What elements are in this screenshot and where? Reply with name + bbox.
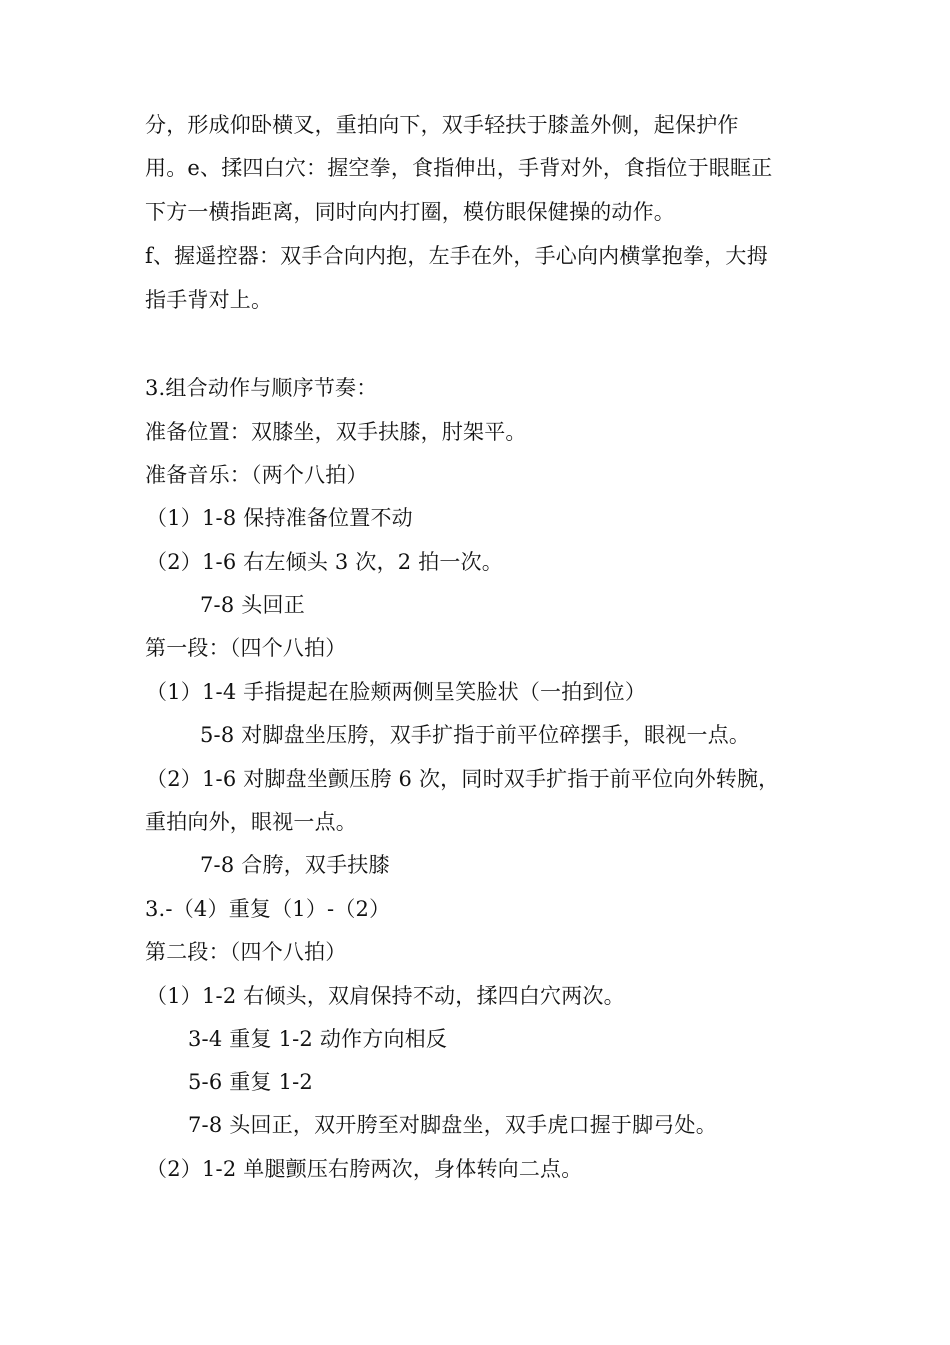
text-line: （2）1-6 对脚盘坐颤压胯 6 次，同时双手扩指于前平位向外转腕， xyxy=(146,767,780,791)
text-line: 3-4 重复 1-2 动作方向相反 xyxy=(188,1027,448,1051)
text-line: 用。e、揉四白穴：握空拳，食指伸出，手背对外，食指位于眼眶正 xyxy=(145,156,773,180)
text-line: 5-6 重复 1-2 xyxy=(188,1070,313,1094)
text-line: 第二段：（四个八拍） xyxy=(145,940,347,964)
text-line: 5-8 对脚盘坐压胯，双手扩指于前平位碎摆手，眼视一点。 xyxy=(200,723,751,747)
text-line: 分，形成仰卧横叉，重拍向下，双手轻扶于膝盖外侧，起保护作 xyxy=(145,113,739,137)
text-line: （1）1-8 保持准备位置不动 xyxy=(146,506,413,530)
section-heading: 3.组合动作与顺序节奏： xyxy=(145,376,378,400)
text-line: （1）1-2 右倾头，双肩保持不动，揉四白穴两次。 xyxy=(146,984,625,1008)
text-line: f、握遥控器：双手合向内抱，左手在外，手心向内横掌抱拳，大拇 xyxy=(145,244,768,268)
text-line: 第一段：（四个八拍） xyxy=(145,636,347,660)
text-line: （2）1-2 单腿颤压右胯两次，身体转向二点。 xyxy=(146,1157,583,1181)
text-line: （1）1-4 手指提起在脸颊两侧呈笑脸状（一拍到位） xyxy=(146,680,647,704)
text-line: 重拍向外，眼视一点。 xyxy=(145,810,357,834)
text-line: 准备位置：双膝坐，双手扶膝，肘架平。 xyxy=(145,420,527,444)
text-line: 7-8 合胯，双手扶膝 xyxy=(200,853,390,877)
text-line: （2）1-6 右左倾头 3 次，2 拍一次。 xyxy=(146,550,503,574)
text-line: 7-8 头回正，双开胯至对脚盘坐，双手虎口握于脚弓处。 xyxy=(188,1113,717,1137)
text-line: 7-8 头回正 xyxy=(200,593,305,617)
text-line: 下方一横指距离，同时向内打圈，模仿眼保健操的动作。 xyxy=(145,200,675,224)
text-line: 准备音乐：（两个八拍） xyxy=(145,463,368,487)
text-line: 3.-（4）重复（1）-（2） xyxy=(145,897,391,921)
text-line: 指手背对上。 xyxy=(145,288,273,312)
